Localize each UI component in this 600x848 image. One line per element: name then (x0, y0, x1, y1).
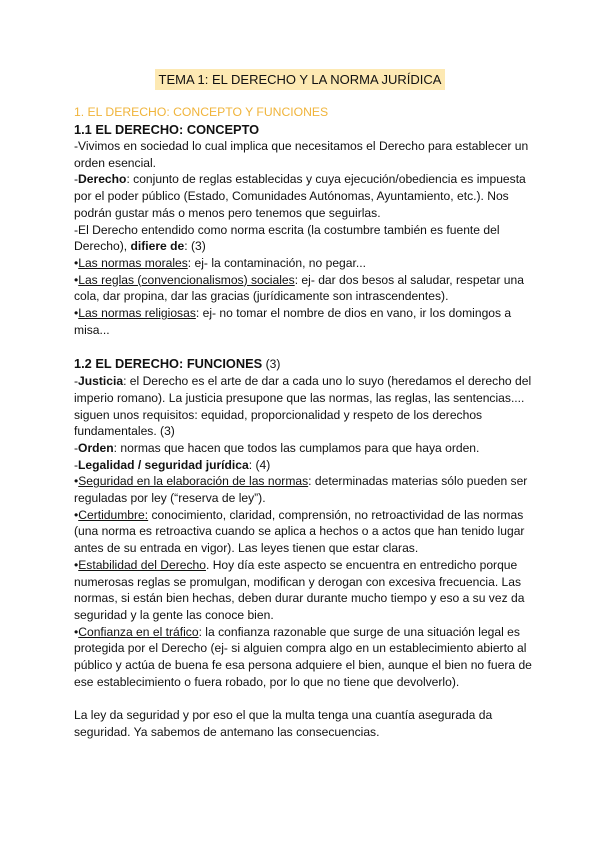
bullet-mark: • (74, 507, 79, 522)
document-title: TEMA 1: EL DERECHO Y LA NORMA JURÍDICA (155, 69, 446, 90)
heading-funciones-line (74, 355, 534, 373)
paragraph-legalidad (74, 457, 534, 474)
term-legalidad: Legalidad / seguridad jurídica (78, 457, 249, 472)
paragraph-sociedad: -Vivimos en sociedad lo cual implica que necesitamos el Derecho para establecer un orden esencial. (74, 139, 529, 170)
term-orden: Orden (78, 440, 114, 455)
term-justicia: Justicia (78, 374, 124, 389)
paragraph-orden (74, 440, 534, 457)
term-confianza: Confianza en el tráfico (78, 624, 199, 639)
list-item (74, 473, 534, 506)
heading-funciones-suffix: (3) (262, 357, 281, 372)
term-estabilidad: Estabilidad del Derecho (78, 557, 206, 572)
document-body (74, 104, 534, 740)
item-text: : ej- no tomar el nombre de dios en vano, ir los domingos a misa... (74, 306, 512, 337)
orden-text: : normas que hacen que todos las cumplamos para que haya orden. (113, 440, 480, 455)
spacer (74, 691, 534, 708)
list-item (74, 624, 534, 691)
heading-funciones: 1.2 EL DERECHO: FUNCIONES (74, 356, 263, 372)
difiere-text: -El Derecho entendido como norma escrita (la costumbre también es fuente del Derecho), (74, 222, 500, 254)
term-normas-religiosas: Las normas religiosas (78, 306, 196, 321)
term-derecho: Derecho (78, 172, 127, 187)
paragraph-difiere (74, 222, 534, 255)
paragraph-justicia (74, 373, 534, 440)
term-normas-morales: Las normas morales (78, 255, 188, 270)
bullet-mark: • (74, 306, 79, 321)
bullet-mark: • (74, 624, 79, 639)
paragraph-derecho-definicion (74, 171, 534, 221)
dash: - (74, 457, 79, 472)
difiere-suffix: : (3) (184, 239, 206, 254)
list-item (74, 272, 534, 305)
heading-concepto: 1.1 EL DERECHO: CONCEPTO (74, 122, 260, 137)
term-certidumbre: Certidumbre: (78, 507, 149, 522)
item-text: : ej- dar dos besos al saludar, respetar una cola, dar propina, dar las gracias (jurídicamente son intrascendentes). (74, 272, 524, 304)
item-text: . Hoy día este aspecto se encuentra en entredicho porque numerosas reglas se promulgan, modifican y derogan con excesiva frecuencia. Las normas, si están bien hechas, deben durar durante mucho tiempo y eso a su vez da seguridad y la gente las conoce bien. (74, 557, 525, 622)
term-reglas-sociales: Las reglas (convencionalismos) sociales (78, 272, 295, 287)
dash: - (74, 440, 79, 455)
term-seguridad-elaboracion: Seguridad en la elaboración de las normas (78, 474, 309, 489)
bullet-mark: • (74, 474, 79, 489)
dash: - (74, 172, 79, 187)
dash: - (74, 374, 79, 389)
legalidad-text: : (4) (248, 457, 271, 472)
paragraph-closing: La ley da seguridad y por eso el que la multa tenga una cuantía asegurada da seguridad. Ya sabemos de antemano las consecuencias. (74, 708, 493, 739)
item-text: : determinadas materias sólo pueden ser reguladas por ley (“reserva de ley”). (74, 474, 528, 506)
term-difiere: difiere de (130, 239, 185, 254)
bullet-mark: • (74, 557, 79, 572)
item-text: : la confianza razonable que surge de una situación legal es protegida por el Derecho (ej- si alguien compra algo en un establecimiento abierto al público y actúa de buena fe esa persona adquiere el bien, aunque el bien no fuera de ese establecimiento o fuera robado, por lo que no tiene que devolverlo). (74, 624, 532, 689)
bullet-mark: • (74, 255, 79, 270)
bullet-mark: • (74, 272, 79, 287)
list-item (74, 557, 534, 624)
section-link-derecho[interactable]: 1. EL DERECHO: CONCEPTO Y FUNCIONES (74, 105, 329, 119)
justicia-text: : el Derecho es el arte de dar a cada uno lo suyo (heredamos el derecho del imperio romano). La justicia presupone que las normas, las reglas, las sentencias.... siguen unos requisitos: equidad, proporcionalidad y respeto de los derechos fundamentales. (3) (74, 374, 532, 439)
list-item (74, 507, 534, 557)
title-container (0, 69, 600, 90)
item-text: : ej- la contaminación, no pegar... (187, 255, 366, 270)
definition-text: : conjunto de reglas establecidas y cuya ejecución/obediencia es impuesta por el poder público (Estado, Comunidades Autónomas, Ayuntamiento, etc.). Nos podrán gustar más o menos pero tenemos que seguirlas. (74, 172, 526, 220)
list-item (74, 305, 534, 338)
spacer (74, 338, 534, 355)
list-item (74, 255, 534, 272)
item-text: conocimiento, claridad, comprensión, no retroactividad de las normas (una norma es retroactiva cuando se aplica a hechos o a actos que han tenido lugar antes de su entrada en vigor). Las leyes tienen que estar claras. (74, 507, 525, 556)
